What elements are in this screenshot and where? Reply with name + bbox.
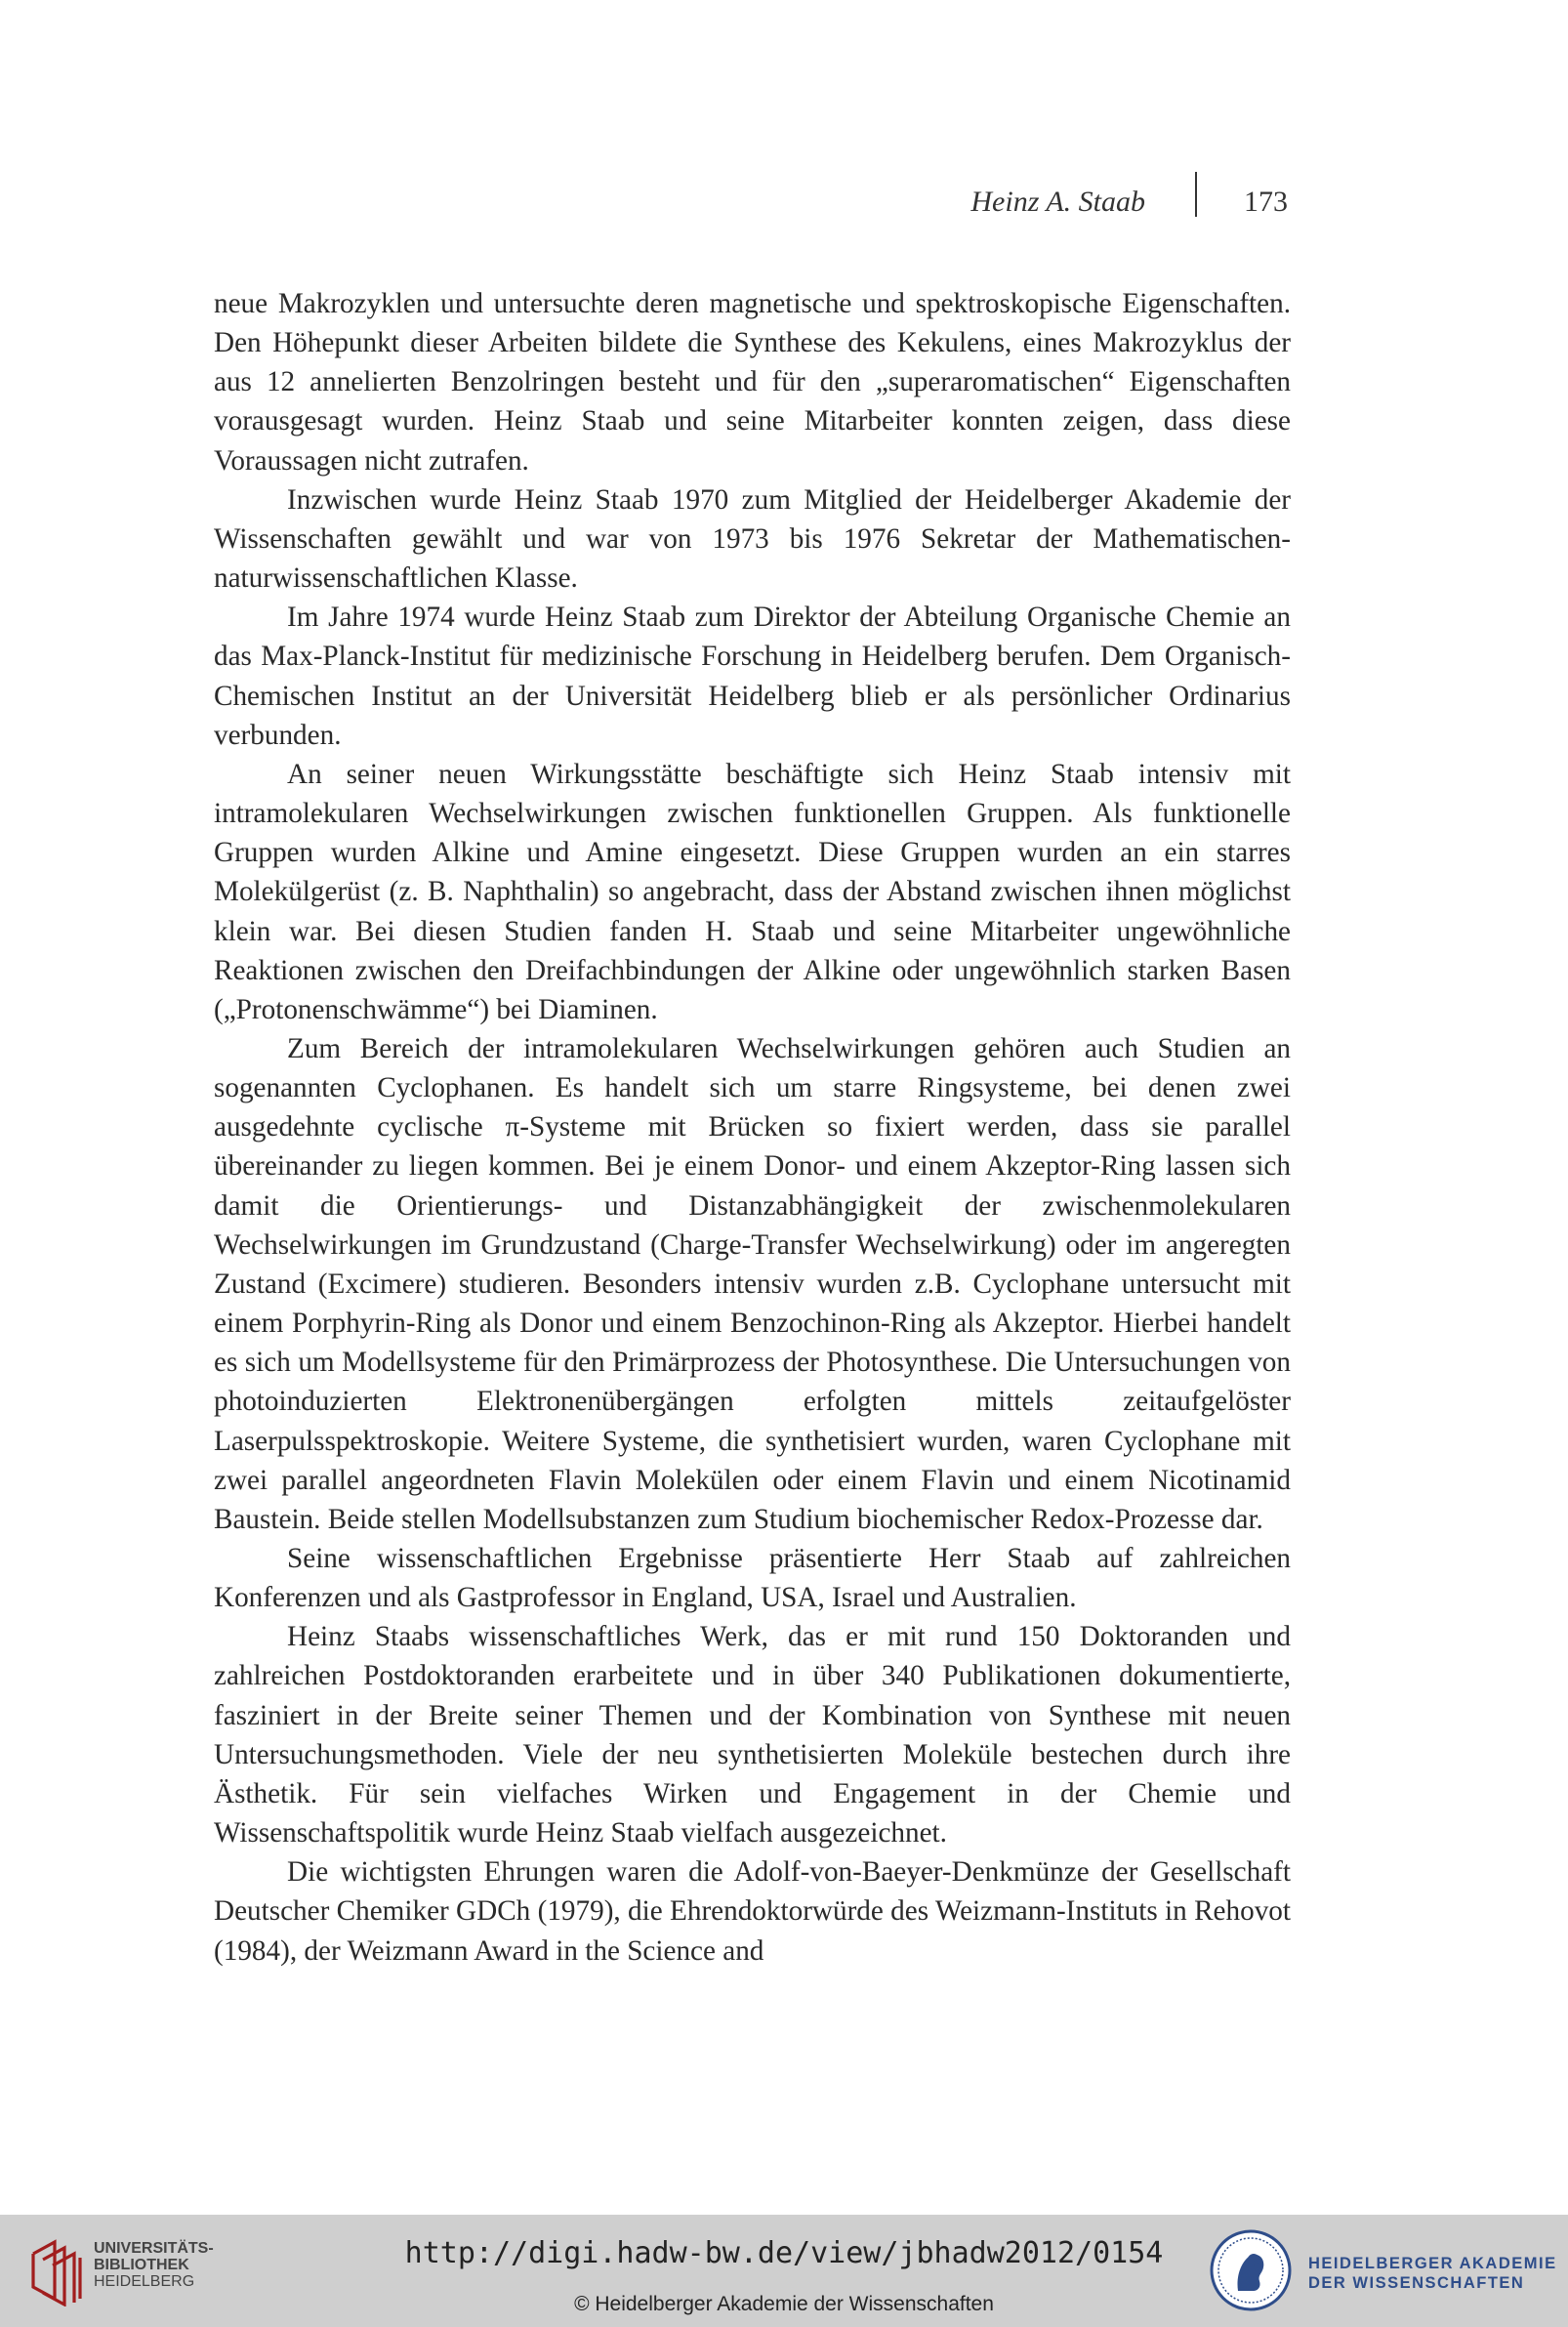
paragraph: Heinz Staabs wissenschaftliches Werk, das er mit rund 150 Doktoranden und zahlreichen Postdoktoranden erarbeitete und in über 340 Publikationen dokumentierte, fasziniert in der Breite seiner Themen und der Kombination von Synthese mit neuen Untersuchungsmethoden. Viele der neu synthetisierten Moleküle bestechen durch ihre Ästhetik. Für sein vielfaches Wirken und Engagement in der Chemie und Wissenschaftspolitik wurde Heinz Staab vielfach ausgezeichnet. bbox=[214, 1621, 1291, 1849]
digitization-footer bbox=[0, 2215, 1568, 2327]
academy-name-line: DER WISSENSCHAFTEN bbox=[1308, 2274, 1525, 2292]
paragraph: Seine wissenschaftlichen Ergebnisse präsentierte Herr Staab auf zahlreichen Konferenzen und als Gastprofessor in England, USA, Israel und Australien. bbox=[214, 1543, 1291, 1614]
permalink-url[interactable]: http://digi.hadw-bw.de/view/jbhadw2012/0154 bbox=[404, 2236, 1164, 2270]
paragraph: Im Jahre 1974 wurde Heinz Staab zum Direktor der Abteilung Organische Chemie an das Max-Planck-Institut für medizinische Forschung in Heidelberg berufen. Dem Organisch-Chemischen Institut an der Universität Heidelberg blieb er als persönlicher Ordinarius verbunden. bbox=[214, 602, 1291, 751]
paragraph: Die wichtigsten Ehrungen waren die Adolf-von-Baeyer-Denkmünze der Gesellschaft Deutscher Chemiker GDCh (1979), die Ehrendoktorwürde des Weizmann-Instituts in Rehovot (1984), der Weizmann Award in the Science and bbox=[214, 1856, 1291, 1967]
library-name-line: HEIDELBERG bbox=[94, 2273, 195, 2290]
paragraph: neue Makrozyklen und untersuchte deren magnetische und spektroskopische Eigenschaften. Den Höhepunkt dieser Arbeiten bildete die Synthese des Kekulens, eines Makrozyklus der aus 12 annelierten Benzolringen besteht und für den „superaromatischen“ Eigenschaften vorausgesagt wurden. Heinz Staab und seine Mitarbeiter konnten zeigen, dass diese Voraussagen nicht zutrafen. bbox=[214, 288, 1291, 477]
paragraph: Zum Bereich der intramolekularen Wechselwirkungen gehören auch Studien an sogenannten Cyclophanen. Es handelt sich um starre Ringsysteme, bei denen zwei ausgedehnte cyclische π-Systeme mit Brücken so fixiert werden, dass sie parallel übereinander zu liegen kommen. Bei je einem Donor- und einem Akzeptor-Ring lassen sich damit die Orientierungs- und Distanzabhängigkeit der zwischenmolekularen Wechselwirkungen im Grundzustand (Charge-Transfer Wechselwirkung) oder im angeregten Zustand (Excimere) studieren. Besonders intensiv wurden z.B. Cyclophane untersucht mit einem Porphyrin-Ring als Donor und einem Benzochinon-Ring als Akzeptor. Hierbei handelt es sich um Modellsysteme für den Primärprozess der Photosynthese. Die Untersuchungen von photoinduzierten Elektronenübergängen erfolgten mittels zeitaufgelöster Laserpulsspektroskopie. Weitere Systeme, die synthetisiert wurden, waren Cyclophane mit zwei parallel angeordneten Flavin Molekülen oder einem Flavin und einem Nicotinamid Baustein. Beide stellen Modellsubstanzen zum Studium biochemischer Redox-Prozesse dar. bbox=[214, 1032, 1291, 1535]
library-name-line: BIBLIOTHEK bbox=[94, 2257, 189, 2273]
body-text bbox=[214, 284, 1291, 1971]
page-header bbox=[0, 182, 1568, 227]
copyright-notice: © Heidelberger Akademie der Wissenschaften bbox=[574, 2293, 994, 2315]
paragraph: An seiner neuen Wirkungsstätte beschäftigte sich Heinz Staab intensiv mit intramolekularen Wechselwirkungen zwischen funktionellen Gruppen. Als funktionelle Gruppen wurden Alkine und Amine eingesetzt. Diese Gruppen wurden an ein starres Molekülgerüst (z. B. Naphthalin) so angebracht, dass der Abstand zwischen ihnen möglichst klein war. Bei diesen Studien fanden H. Staab und seine Mitarbeiter ungewöhnliche Reaktionen zwischen den Dreifachbindungen der Alkine oder ungewöhnlich starken Basen („Protonenschwämme“) bei Diaminen. bbox=[214, 758, 1291, 1025]
academy-seal-icon bbox=[1209, 2228, 1293, 2312]
paragraph: Inzwischen wurde Heinz Staab 1970 zum Mitglied der Heidelberger Akademie der Wissenschaften gewählt und war von 1973 bis 1976 Sekretar der Mathematischen-naturwissenschaftlichen Klasse. bbox=[214, 483, 1291, 595]
page-number: 173 bbox=[1244, 186, 1288, 218]
academy-name bbox=[1308, 2254, 1557, 2293]
header-divider bbox=[1195, 172, 1197, 217]
library-name-line: UNIVERSITÄTS- bbox=[94, 2240, 214, 2257]
academy-name-line: HEIDELBERGER AKADEMIE bbox=[1308, 2255, 1557, 2272]
running-head: Heinz A. Staab bbox=[970, 186, 1145, 218]
